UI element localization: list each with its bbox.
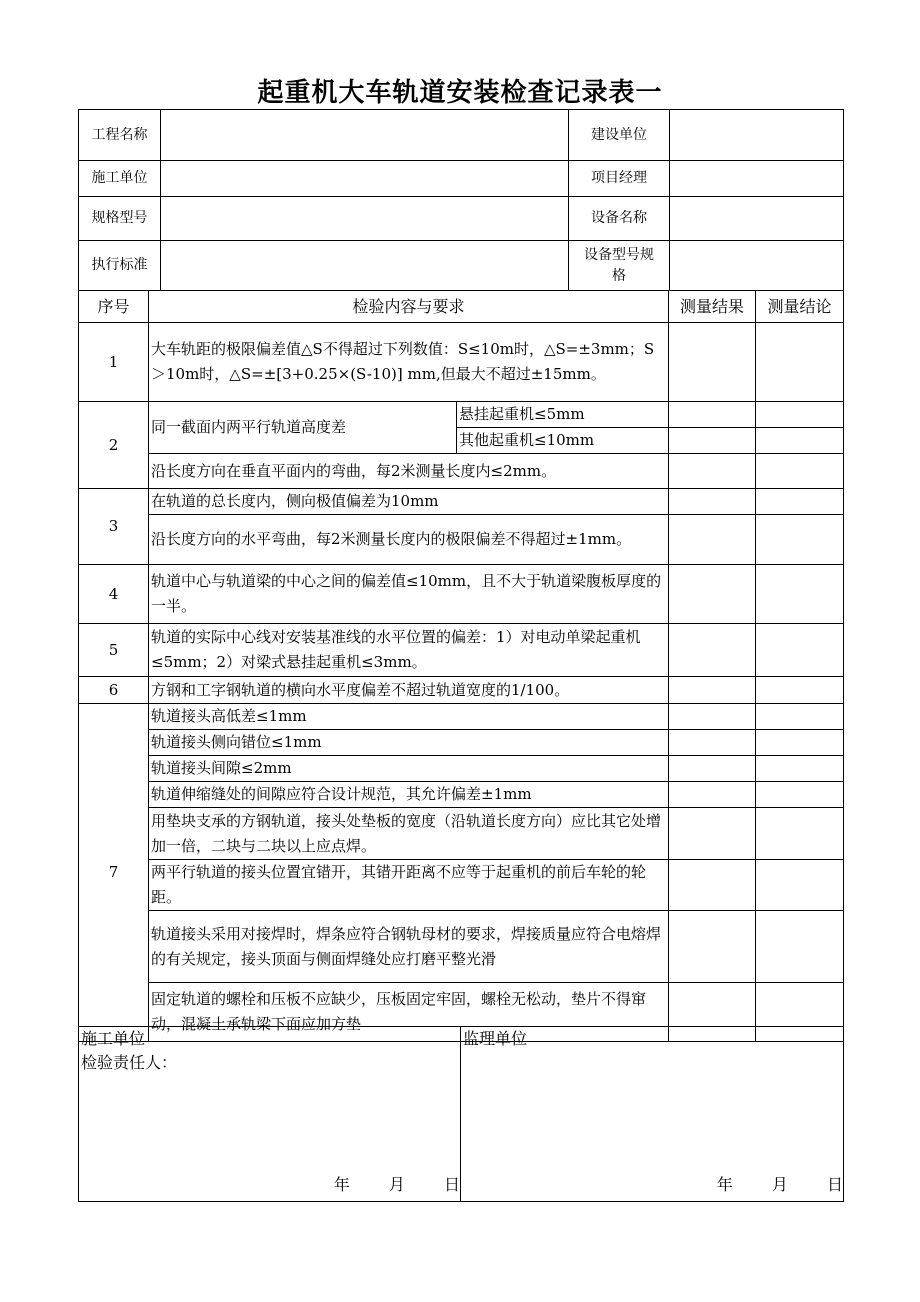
row-number: 4: [79, 565, 149, 624]
table-row: [79, 756, 844, 782]
conclusion-cell[interactable]: [756, 515, 844, 565]
requirement-text: 轨道中心与轨道梁的中心之间的偏差值≤10mm，且不大于轨道梁腹板厚度的一半。: [149, 565, 669, 624]
project-manager-label: 项目经理: [569, 161, 670, 197]
standard-field[interactable]: [161, 241, 569, 291]
result-cell[interactable]: [669, 323, 756, 402]
conclusion-cell[interactable]: [756, 704, 844, 730]
row-number: 7: [79, 704, 149, 1042]
conclusion-cell[interactable]: [756, 489, 844, 515]
table-row: [79, 782, 844, 808]
day-label: 日: [826, 1175, 843, 1194]
table-row: [79, 730, 844, 756]
conclusion-cell[interactable]: [756, 911, 844, 983]
requirement-text: 用垫块支承的方钢轨道，接头处垫板的宽度（沿轨道长度方向）应比其它处增加一倍，二块与二块以上应点焊。: [149, 808, 669, 860]
result-cell[interactable]: [669, 454, 756, 489]
result-cell[interactable]: [669, 730, 756, 756]
requirement-text: 两平行轨道的接头位置宜错开，其错开距离不应等于起重机的前后车轮的轮距。: [149, 860, 669, 911]
conclusion-cell[interactable]: [756, 860, 844, 911]
equipment-model-field[interactable]: [670, 241, 844, 291]
row-number: 5: [79, 624, 149, 677]
supervision-signoff-date: [695, 1173, 843, 1197]
conclusion-cell[interactable]: [756, 730, 844, 756]
day-label: 日: [443, 1175, 460, 1194]
row-number: 6: [79, 677, 149, 704]
conclusion-cell[interactable]: [756, 808, 844, 860]
col-header-result: 测量结果: [669, 291, 756, 323]
requirement-text: 沿长度方向的水平弯曲，每2米测量长度内的极限偏差不得超过±1mm。: [149, 515, 669, 565]
result-cell[interactable]: [669, 428, 756, 454]
supervision-unit-label: 监理单位: [463, 1029, 528, 1048]
result-cell[interactable]: [669, 624, 756, 677]
row-number: 3: [79, 489, 149, 565]
equipment-name-field[interactable]: [670, 197, 844, 241]
requirement-text: 轨道接头采用对接焊时，焊条应符合钢轨母材的要求，焊接质量应符合电熔焊的有关规定，接头顶面与侧面焊缝处应打磨平整光滑: [149, 911, 669, 983]
result-cell[interactable]: [669, 782, 756, 808]
equipment-model-label: 设备型号规格: [569, 241, 670, 291]
project-name-label: 工程名称: [79, 110, 161, 161]
year-label: 年: [716, 1175, 733, 1194]
col-header-content: 检验内容与要求: [149, 291, 669, 323]
project-manager-field[interactable]: [670, 161, 844, 197]
table-row: [79, 624, 844, 677]
result-cell[interactable]: [669, 704, 756, 730]
conclusion-cell[interactable]: [756, 565, 844, 624]
table-row: [79, 808, 844, 860]
requirement-text: 轨道伸缩缝处的间隙应符合设计规范，其允许偏差±1mm: [149, 782, 669, 808]
construction-unit-signoff-label: 施工单位: [81, 1029, 146, 1048]
table-row: [79, 402, 844, 428]
conclusion-cell[interactable]: [756, 454, 844, 489]
signoff-table: [78, 1026, 844, 1202]
result-cell[interactable]: [669, 677, 756, 704]
table-row: [79, 704, 844, 730]
spec-model-label: 规格型号: [79, 197, 161, 241]
conclusion-cell[interactable]: [756, 677, 844, 704]
table-row: [79, 489, 844, 515]
requirement-text: 沿长度方向在垂直平面内的弯曲，每2米测量长度内≤2mm。: [149, 454, 669, 489]
requirement-subtext: 悬挂起重机≤5mm: [457, 402, 669, 428]
requirement-subtext: 其他起重机≤10mm: [457, 428, 669, 454]
col-header-no: 序号: [79, 291, 149, 323]
owner-unit-field[interactable]: [670, 110, 844, 161]
requirement-text: 轨道接头高低差≤1mm: [149, 704, 669, 730]
conclusion-cell[interactable]: [756, 402, 844, 428]
result-cell[interactable]: [669, 515, 756, 565]
supervision-signoff-cell[interactable]: [461, 1027, 844, 1202]
result-cell[interactable]: [669, 860, 756, 911]
inspector-label: 检验责任人：: [81, 1053, 178, 1072]
construction-unit-label: 施工单位: [79, 161, 161, 197]
table-row: [79, 565, 844, 624]
requirement-text: 在轨道的总长度内，侧向极值偏差为10mm: [149, 489, 669, 515]
year-label: 年: [333, 1175, 350, 1194]
requirement-text: 固定轨道的螺栓和压板不应缺少，压板固定牢固，螺栓无松动，垫片不得窜动，混凝土承轨梁下面应加方垫: [149, 983, 669, 1042]
construction-unit-field[interactable]: [161, 161, 569, 197]
requirement-text: 方钢和工字钢轨道的横向水平度偏差不超过轨道宽度的1/100。: [149, 677, 669, 704]
table-row: [79, 454, 844, 489]
result-cell[interactable]: [669, 565, 756, 624]
table-row: [79, 515, 844, 565]
construction-signoff-cell[interactable]: [79, 1027, 461, 1202]
conclusion-cell[interactable]: [756, 323, 844, 402]
table-row: [79, 677, 844, 704]
result-cell[interactable]: [669, 808, 756, 860]
inspection-table: [78, 290, 844, 1042]
requirement-text: 轨道接头侧向错位≤1mm: [149, 730, 669, 756]
standard-label: 执行标准: [79, 241, 161, 291]
result-cell[interactable]: [669, 911, 756, 983]
spec-model-field[interactable]: [161, 197, 569, 241]
conclusion-cell[interactable]: [756, 624, 844, 677]
requirement-text: 轨道接头间隙≤2mm: [149, 756, 669, 782]
table-row: [79, 911, 844, 983]
requirement-text: 同一截面内两平行轨道高度差: [149, 402, 457, 454]
col-header-conclusion: 测量结论: [756, 291, 844, 323]
table-row: [79, 323, 844, 402]
result-cell[interactable]: [669, 756, 756, 782]
conclusion-cell[interactable]: [756, 782, 844, 808]
requirement-text: 轨道的实际中心线对安装基准线的水平位置的偏差：1）对电动单梁起重机≤5mm；2）对梁式悬挂起重机≤3mm。: [149, 624, 669, 677]
owner-unit-label: 建设单位: [569, 110, 670, 161]
month-label: 月: [388, 1175, 405, 1194]
result-cell[interactable]: [669, 402, 756, 428]
table-row: [79, 860, 844, 911]
conclusion-cell[interactable]: [756, 428, 844, 454]
row-number: 1: [79, 323, 149, 402]
project-info-table: [78, 109, 844, 291]
page-title: 起重机大车轨道安装检查记录表一: [257, 78, 663, 108]
construction-signoff-date: [312, 1173, 460, 1197]
requirement-text: 大车轨距的极限偏差值△S不得超过下列数值：S≤10m时，△S=±3mm；S＞10m时，△S=±[3+0.25×(S-10)] mm,但最大不超过±15mm。: [149, 323, 669, 402]
conclusion-cell[interactable]: [756, 756, 844, 782]
month-label: 月: [771, 1175, 788, 1194]
result-cell[interactable]: [669, 489, 756, 515]
project-name-field[interactable]: [161, 110, 569, 161]
equipment-name-label: 设备名称: [569, 197, 670, 241]
row-number: 2: [79, 402, 149, 489]
